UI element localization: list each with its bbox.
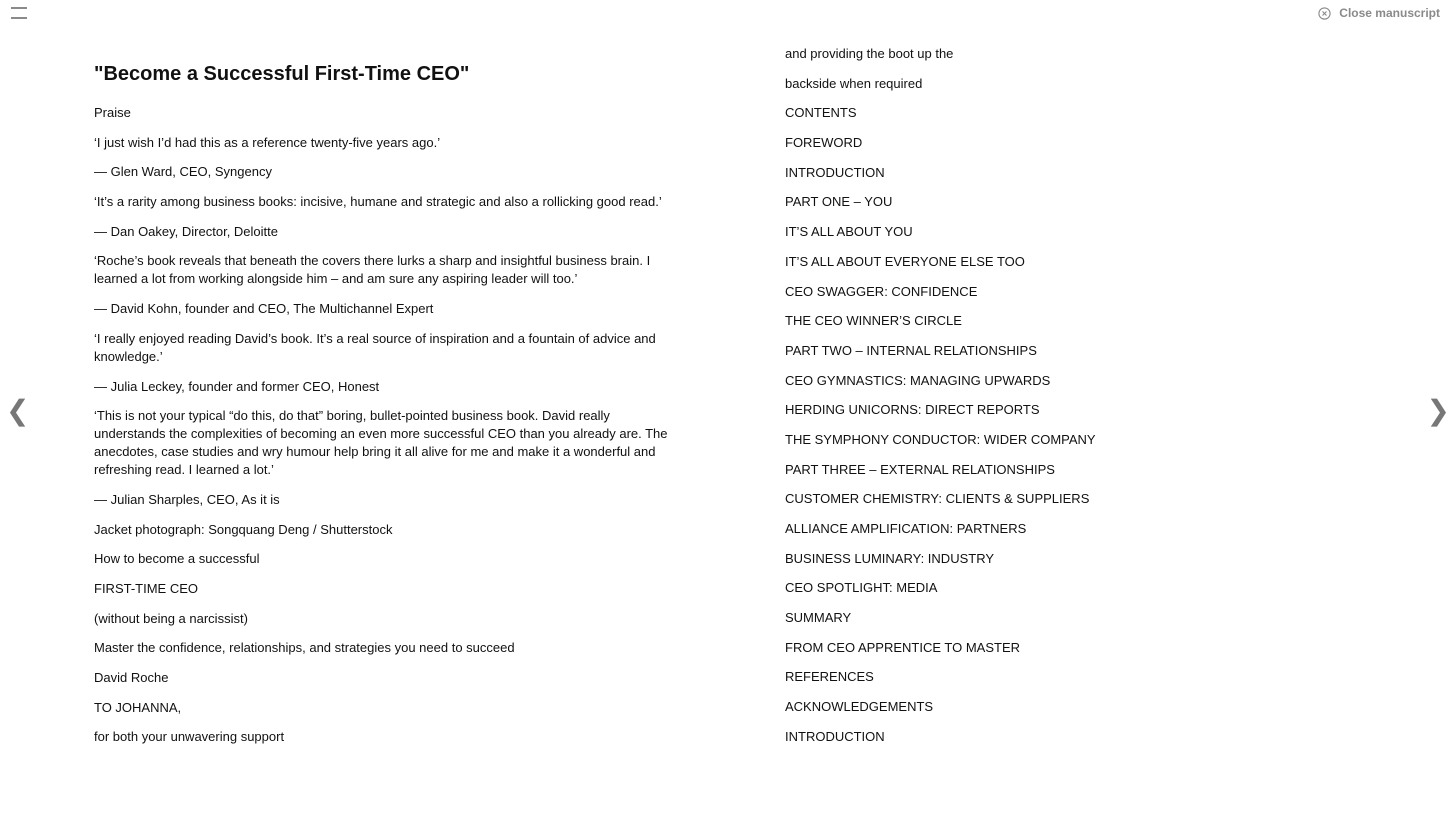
- text-paragraph: CUSTOMER CHEMISTRY: CLIENTS & SUPPLIERS: [785, 491, 1090, 507]
- text-paragraph: ‘I really enjoyed reading David’s book. It’s a real source of inspiration and a fountain of advice and knowledge.’: [94, 330, 656, 364]
- text-paragraph: Jacket photograph: Songquang Deng / Shutterstock: [94, 521, 393, 537]
- text-paragraph: (without being a narcissist): [94, 610, 248, 626]
- text-paragraph: IT’S ALL ABOUT YOU: [785, 224, 913, 240]
- text-paragraph: INTRODUCTION: [785, 164, 885, 180]
- text-paragraph: — Dan Oakey, Director, Deloitte: [94, 223, 278, 239]
- text-paragraph: ‘Roche’s book reveals that beneath the covers there lurks a sharp and insightful business brain. I learned a lot from working alongside him – and am sure any aspiring leader will too.’: [94, 253, 651, 287]
- text-paragraph: How to become a successful: [94, 551, 260, 567]
- text-paragraph: for both your unwavering support: [94, 729, 285, 745]
- text-paragraph: FOREWORD: [785, 135, 863, 151]
- text-paragraph: David Roche: [94, 670, 169, 685]
- text-paragraph: ‘It’s a rarity among business books: incisive, humane and strategic and also a rollicking good read.’: [94, 194, 662, 210]
- text-paragraph: TO JOHANNA,: [94, 699, 182, 715]
- previous-page-arrow-icon[interactable]: ❮: [6, 394, 30, 427]
- close-circle-icon: [1318, 7, 1331, 20]
- right-paragraph-list: [785, 45, 1345, 746]
- text-paragraph: CEO SPOTLIGHT: MEDIA: [785, 580, 938, 596]
- text-paragraph: THE CEO WINNER’S CIRCLE: [785, 313, 962, 329]
- right-page-column: [785, 45, 1345, 758]
- text-paragraph: ‘I just wish I’d had this as a reference twenty-five years ago.’: [94, 134, 441, 150]
- text-paragraph: FIRST-TIME CEO: [94, 580, 198, 596]
- menu-line: [11, 7, 27, 9]
- close-manuscript-button[interactable]: [1318, 4, 1440, 22]
- text-paragraph: CEO SWAGGER: CONFIDENCE: [785, 283, 978, 299]
- text-paragraph: IT’S ALL ABOUT EVERYONE ELSE TOO: [785, 253, 1025, 269]
- text-paragraph: ACKNOWLEDGEMENTS: [785, 699, 934, 715]
- text-paragraph: PART TWO – INTERNAL RELATIONSHIPS: [785, 342, 1037, 358]
- text-paragraph: FROM CEO APPRENTICE TO MASTER: [785, 639, 1020, 655]
- text-paragraph: ALLIANCE AMPLIFICATION: PARTNERS: [785, 521, 1027, 536]
- text-paragraph: and providing the boot up the: [785, 46, 954, 61]
- left-page-column: [94, 60, 670, 758]
- text-paragraph: BUSINESS LUMINARY: INDUSTRY: [785, 550, 995, 566]
- text-paragraph: SUMMARY: [785, 610, 852, 626]
- text-paragraph: PART THREE – EXTERNAL RELATIONSHIPS: [785, 461, 1055, 477]
- text-paragraph: — Julian Sharples, CEO, As it is: [94, 491, 280, 507]
- close-manuscript-label: Close manuscript: [1339, 6, 1440, 20]
- menu-line: [11, 17, 27, 19]
- text-paragraph: backside when required: [785, 75, 923, 91]
- text-paragraph: PART ONE – YOU: [785, 194, 893, 210]
- book-title: "Become a Successful First-Time CEO": [94, 63, 470, 85]
- text-paragraph: — David Kohn, founder and CEO, The Multichannel Expert: [94, 301, 434, 317]
- left-paragraph-list: [94, 104, 670, 746]
- text-paragraph: ‘This is not your typical “do this, do that” boring, bullet-pointed business book. David really understands the complexities of becoming an even more successful CEO than you already are. The anecdotes, case studies and wry humour help bring it all alive for me and make it a wonderful and refreshing read. I learned a lot.’: [94, 408, 668, 478]
- text-paragraph: Praise: [94, 105, 131, 120]
- menu-icon[interactable]: [11, 5, 27, 19]
- text-paragraph: HERDING UNICORNS: DIRECT REPORTS: [785, 402, 1040, 418]
- text-paragraph: CONTENTS: [785, 105, 857, 121]
- text-paragraph: THE SYMPHONY CONDUCTOR: WIDER COMPANY: [785, 431, 1096, 447]
- text-paragraph: — Julia Leckey, founder and former CEO, Honest: [94, 378, 380, 394]
- text-paragraph: CEO GYMNASTICS: MANAGING UPWARDS: [785, 372, 1051, 388]
- text-paragraph: Master the confidence, relationships, and strategies you need to succeed: [94, 640, 515, 656]
- next-page-arrow-icon[interactable]: ❯: [1426, 394, 1450, 427]
- text-paragraph: INTRODUCTION: [785, 728, 885, 744]
- text-paragraph: — Glen Ward, CEO, Syngency: [94, 164, 272, 180]
- text-paragraph: REFERENCES: [785, 669, 874, 685]
